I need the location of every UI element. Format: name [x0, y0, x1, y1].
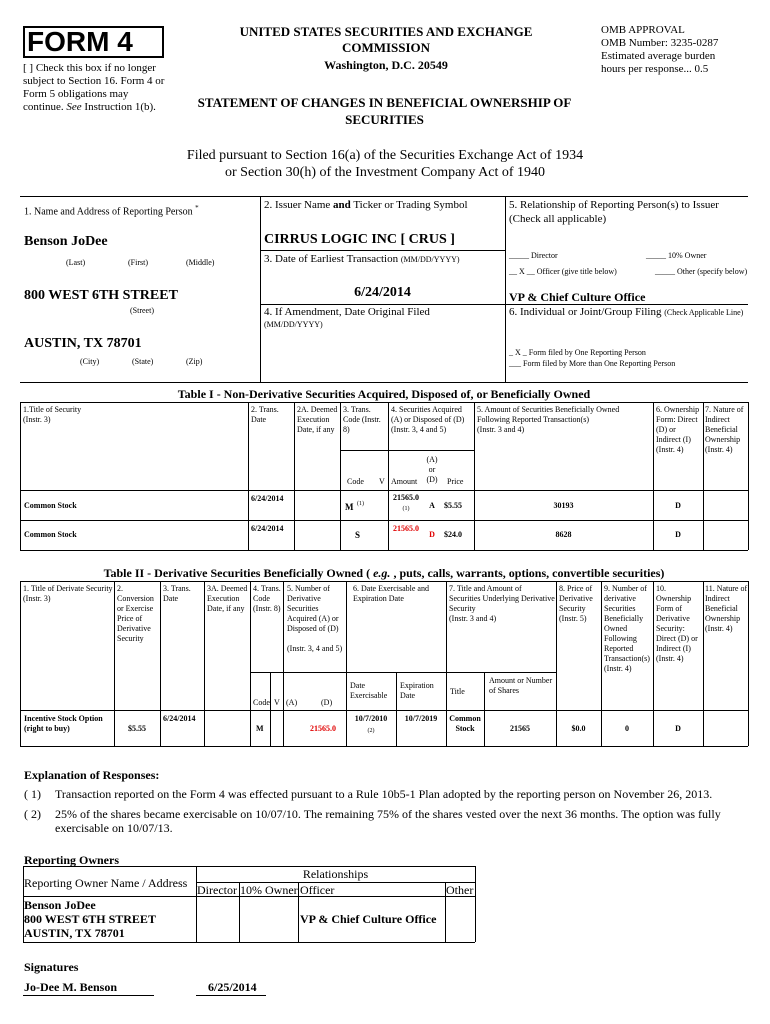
section2-label-pre: 2. Issuer Name [264, 199, 334, 211]
table2-title-post: , puts, calls, warrants, options, convertible securities) [390, 566, 665, 580]
table1-row2-form: D [675, 530, 681, 539]
checkbox-note [23, 62, 171, 114]
table2-h10: 10. Ownership Form of Derivative Security: Direct (D) or Indirect (I) (Instr. 4) [656, 584, 698, 663]
table1-h7: 7. Nature of Indirect Beneficial Ownership (Instr. 4) [705, 405, 744, 454]
table2-h-title: Title [450, 687, 465, 696]
table1-h2a: 2A. Deemed Execution Date, if any [297, 405, 338, 434]
section6-label-text: 6. Individual or Joint/Group Filing [509, 306, 662, 318]
section3-label-small: (MM/DD/YYYY) [400, 255, 460, 264]
explanation-item-2-num: ( 2) [24, 807, 41, 821]
label-last: (Last) [66, 258, 86, 267]
table2-h2: 2. Conversion or Exercise Price of Derivative Security [117, 584, 154, 643]
owners-relationships: Relationships [302, 867, 369, 881]
issuer-name: CIRRUS LOGIC INC [ CRUS ] [264, 232, 455, 247]
table1-title: Table I - Non-Derivative Securities Acquired, Disposed of, or Beneficially Owned [177, 387, 591, 401]
table2-h-v: V [274, 698, 280, 707]
table1-h4: 4. Securities Acquired (A) or Disposed of (D) (Instr. 3, 4 and 5) [391, 405, 465, 434]
table1-h-code: Code [347, 477, 364, 486]
relationship-other: _____ Other (specify below) [655, 267, 748, 276]
table2-h8: 8. Price of Derivative Security (Instr. 5) [559, 584, 593, 623]
table2-line [601, 581, 602, 746]
table1-row2-price: $24.0 [444, 530, 462, 539]
explanation-item-2-text: 25% of the shares became exercisable on 10/07/10. The remaining 75% of the shares vested over the next 36 months. The option was fully exercisable on 10/07/13. [55, 807, 721, 835]
filing-one-person: _ X _ Form filed by One Reporting Person [509, 348, 646, 357]
section3-label-text: 3. Date of Earliest Transaction [264, 253, 399, 265]
top-box-line [260, 250, 505, 251]
table1-row1-amount: 21565.0 [393, 493, 419, 502]
owner-name-address: Benson JoDee 800 WEST 6TH STREET AUSTIN, TX 78701 [24, 898, 156, 940]
top-box-line [505, 196, 506, 382]
table2-row-title: Incentive Stock Option (right to buy) [24, 714, 103, 733]
label-middle: (Middle) [186, 258, 215, 267]
table2-line [446, 672, 556, 673]
table1-h3: 3. Trans. Code (Instr. 8) [343, 405, 381, 434]
table2-h-a: (A) [286, 698, 298, 707]
table1-row1-price: $5.55 [444, 501, 462, 510]
table2-h5: 5. Number of Derivative Securities Acquired (A) or Disposed of (D) (Instr. 3, 4 and 5) [287, 584, 343, 653]
agency-location: Washington, D.C. 20549 [324, 58, 448, 72]
table1-row1-owned: 30193 [553, 501, 574, 510]
reporting-city-state: AUSTIN, TX 78701 [24, 336, 142, 351]
table1-row2-owned: 8628 [555, 530, 572, 539]
section2-label-and: and [333, 199, 351, 211]
owners-line [475, 866, 476, 942]
table2-line [283, 581, 284, 746]
table1-line [653, 402, 654, 550]
table2-line [160, 581, 161, 746]
table2-h-date-ex: Date Exercisable [350, 681, 388, 700]
section4-label: 4. If Amendment, Date Original Filed [264, 306, 430, 318]
reporting-person-name: Benson JoDee [24, 234, 108, 249]
filed-pursuant: Filed pursuant to Section 16(a) of the Securities Exchange Act of 1934 or Section 30(h) of the Investment Company Act of 1940 [186, 148, 584, 180]
table1-row1-form: D [675, 501, 681, 510]
table1-row2-code: S [355, 530, 361, 540]
section1-label-text: 1. Name and Address of Reporting Person [24, 206, 193, 218]
table1-line [474, 402, 475, 550]
table1-h2: 2. Trans. Date [251, 405, 279, 424]
table1-row2-ad: D [429, 530, 435, 539]
signature-date-line [196, 995, 266, 996]
owners-col-director: Director [197, 883, 237, 897]
table1-line [20, 402, 21, 550]
table1-row2-date: 6/24/2014 [251, 524, 284, 533]
reporting-owners-heading: Reporting Owners [24, 853, 119, 867]
table2-h3a: 3A. Deemed Execution Date, if any [207, 584, 248, 613]
top-box-line [20, 382, 748, 383]
table1-line [20, 520, 748, 521]
table2-row-expiration: 10/7/2019 [404, 714, 438, 723]
owners-line [298, 882, 299, 942]
table2-h-exp: Expiration Date [400, 681, 434, 700]
table1-line [294, 402, 295, 550]
label-first: (First) [128, 258, 148, 267]
table2-row-exercisable-fn: (2) [367, 728, 375, 734]
table2-h3: 3. Trans. Date [163, 584, 191, 603]
table1-row1-code-fn: (1) [357, 501, 364, 507]
section1-label [24, 202, 199, 218]
table2-title-em: e.g. [373, 566, 391, 580]
table2-h6: 6. Date Exercisable and Expiration Date [353, 584, 429, 603]
table2-row-underlying: Common Stock [449, 714, 481, 733]
table1-line [20, 490, 748, 491]
owners-col-officer: Officer [300, 883, 335, 897]
relationship-director: _____ Director [509, 251, 558, 260]
owners-line [23, 942, 475, 943]
table2-title [20, 566, 748, 581]
table2-row-code: M [256, 724, 264, 733]
agency-name: UNITED STATES SECURITIES AND EXCHANGE COMMISSION [239, 24, 533, 55]
table2-row-owned: 0 [625, 724, 629, 733]
table2-row-form: D [675, 724, 681, 733]
explanation-item-1-num: ( 1) [24, 787, 41, 801]
signature-date: 6/25/2014 [208, 980, 257, 994]
owners-col-ten: 10% Owner [240, 883, 298, 897]
table2-line [20, 581, 748, 582]
table1-row1-title: Common Stock [24, 501, 77, 510]
table2-line [204, 581, 205, 746]
section6-label-small: (Check Applicable Line) [664, 308, 744, 317]
table2-line [20, 710, 748, 711]
table1-row1-amount-fn: (1) [402, 506, 410, 512]
table1-line [703, 402, 704, 550]
table1-line [748, 402, 749, 550]
section2-label-post: Ticker or Trading Symbol [350, 199, 468, 211]
table1-line [248, 402, 249, 550]
label-zip: (Zip) [186, 357, 203, 366]
table1-h-price: Price [447, 477, 464, 486]
see-instruction-rest: Instruction 1(b). [81, 101, 156, 113]
table2-line [556, 581, 557, 746]
top-box-line [20, 196, 748, 197]
table2-h1: 1. Title of Derivate Security (Instr. 3) [23, 584, 113, 603]
section6-label [509, 306, 749, 319]
table2-row-shares: 21565 [510, 724, 530, 733]
checkbox-note-text: [ ] Check this box if no longer subject to Section 16. Form 4 or Form 5 obligations may continue. [23, 62, 165, 113]
signature-name-line [23, 995, 154, 996]
statement-title: STATEMENT OF CHANGES IN BENEFICIAL OWNERSHIP OF SECURITIES [197, 95, 572, 127]
table1-line [340, 450, 474, 451]
section4-label-small: (MM/DD/YYYY) [264, 320, 323, 329]
table2-title-pre: Table II - Derivative Securities Beneficially Owned ( [103, 566, 374, 580]
signatures-heading: Signatures [24, 960, 79, 974]
earliest-transaction-date: 6/24/2014 [354, 285, 411, 300]
table2-row-disposed: 21565.0 [310, 724, 336, 733]
table2-line [270, 672, 271, 746]
owners-line [196, 882, 475, 883]
reporting-street: 800 WEST 6TH STREET [24, 288, 178, 303]
table2-row-price: $5.55 [128, 724, 146, 733]
top-box-line [260, 304, 748, 305]
table2-line [250, 581, 251, 746]
section2-label [264, 199, 468, 212]
officer-title: VP & Chief Culture Office [509, 290, 646, 304]
table2-line [250, 672, 346, 673]
relationship-ten-percent: _____ 10% Owner [646, 251, 707, 260]
table2-h-d: (D) [321, 698, 333, 707]
table1-h5: 5. Amount of Securities Beneficially Owned Following Reported Transaction(s) (Instr. 3 and 4) [477, 405, 620, 434]
table1-h-aord: (A) or (D) [426, 455, 438, 484]
table2-line [20, 746, 748, 747]
table1-line [20, 550, 748, 551]
table2-line [653, 581, 654, 746]
table2-h4: 4. Trans. Code (Instr. 8) [253, 584, 281, 613]
table2-line [114, 581, 115, 746]
section5-label: 5. Relationship of Reporting Person(s) to Issuer [509, 199, 719, 211]
table2-h-amt: Amount or Number of Shares [489, 676, 553, 695]
relationship-officer: __ X __ Officer (give title below) [509, 267, 617, 276]
owner-officer-title: VP & Chief Culture Office [300, 912, 437, 926]
label-street: (Street) [130, 306, 154, 315]
table2-h7: 7. Title and Amount of Securities Underlying Derivative Security (Instr. 3 and 4) [449, 584, 555, 623]
table2-row-deriv-price: $0.0 [571, 724, 586, 733]
table2-h-code: Code [253, 698, 270, 707]
signature-name: Jo-Dee M. Benson [24, 980, 117, 994]
section5-sub: (Check all applicable) [509, 213, 607, 225]
table2-line [20, 581, 21, 746]
table1-line [340, 402, 341, 550]
label-city: (City) [80, 357, 100, 366]
owners-col-other: Other [446, 883, 474, 897]
filing-more-persons: ___ Form filed by More than One Reporting Person [509, 359, 676, 368]
table2-line [396, 672, 397, 746]
table1-row1-ad: A [429, 501, 435, 510]
omb-approval: OMB APPROVAL OMB Number: 3235-0287 Estimated average burden hours per response... 0.5 [601, 24, 719, 75]
table2-h11: 11. Nature of Indirect Beneficial Ownership (Instr. 4) [705, 584, 748, 633]
table1-line [20, 402, 748, 403]
table2-row-exercisable: 10/7/2010 [354, 714, 388, 723]
label-state: (State) [132, 357, 154, 366]
table2-line [484, 672, 485, 746]
table2-line [703, 581, 704, 746]
table1-row1-date: 6/24/2014 [251, 494, 284, 503]
explanation-item-1-text: Transaction reported on the Form 4 was effected pursuant to a Rule 10b5-1 Plan adopted by the reporting person on November 26, 2013. [55, 787, 713, 801]
table1-h6: 6. Ownership Form: Direct (D) or Indirect (I) (Instr. 4) [656, 405, 700, 454]
see-instruction-italic: See [66, 101, 82, 113]
table1-row1-code: M [345, 502, 354, 512]
form-title: FORM 4 [27, 26, 133, 57]
table1-h-v: V [379, 477, 385, 486]
table1-h-amount: Amount [391, 477, 418, 486]
table2-h9: 9. Number of derivative Securities Beneficially Owned Following Reported Transaction(s) (Instr. 4) [604, 584, 650, 673]
table1-row2-amount: 21565.0 [393, 524, 419, 533]
explanation-heading: Explanation of Responses: [24, 768, 160, 782]
table1-h1: 1.Title of Security (Instr. 3) [23, 405, 82, 424]
section1-asterisk: * [195, 204, 199, 212]
table2-row-date: 6/24/2014 [163, 714, 196, 723]
owners-col-name: Reporting Owner Name / Address [24, 876, 188, 890]
section3-label [264, 253, 460, 266]
table1-row2-title: Common Stock [24, 530, 77, 539]
table2-line [748, 581, 749, 746]
